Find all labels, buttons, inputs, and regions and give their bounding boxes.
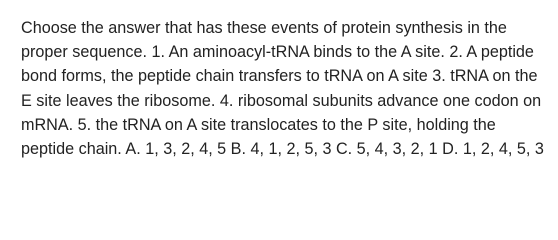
question-text: Choose the answer that has these events of protein synthesis in the proper sequence. 1. An aminoacyl-tRNA binds to the A site. 2. A peptide bond forms, the peptide chain transfers to tRNA on A site 3. tRNA on the E site leaves the ribosome. 4. ribosomal subunits advance one codon on mRNA. 5. the tRNA on A site translocates to the P site, holding the peptide chain. A. 1, 3, 2, 4, 5 B. 4, 1, 2, 5, 3 C. 5, 4, 3, 2, 1 D. 1, 2, 4, 5, 3	[21, 19, 544, 159]
